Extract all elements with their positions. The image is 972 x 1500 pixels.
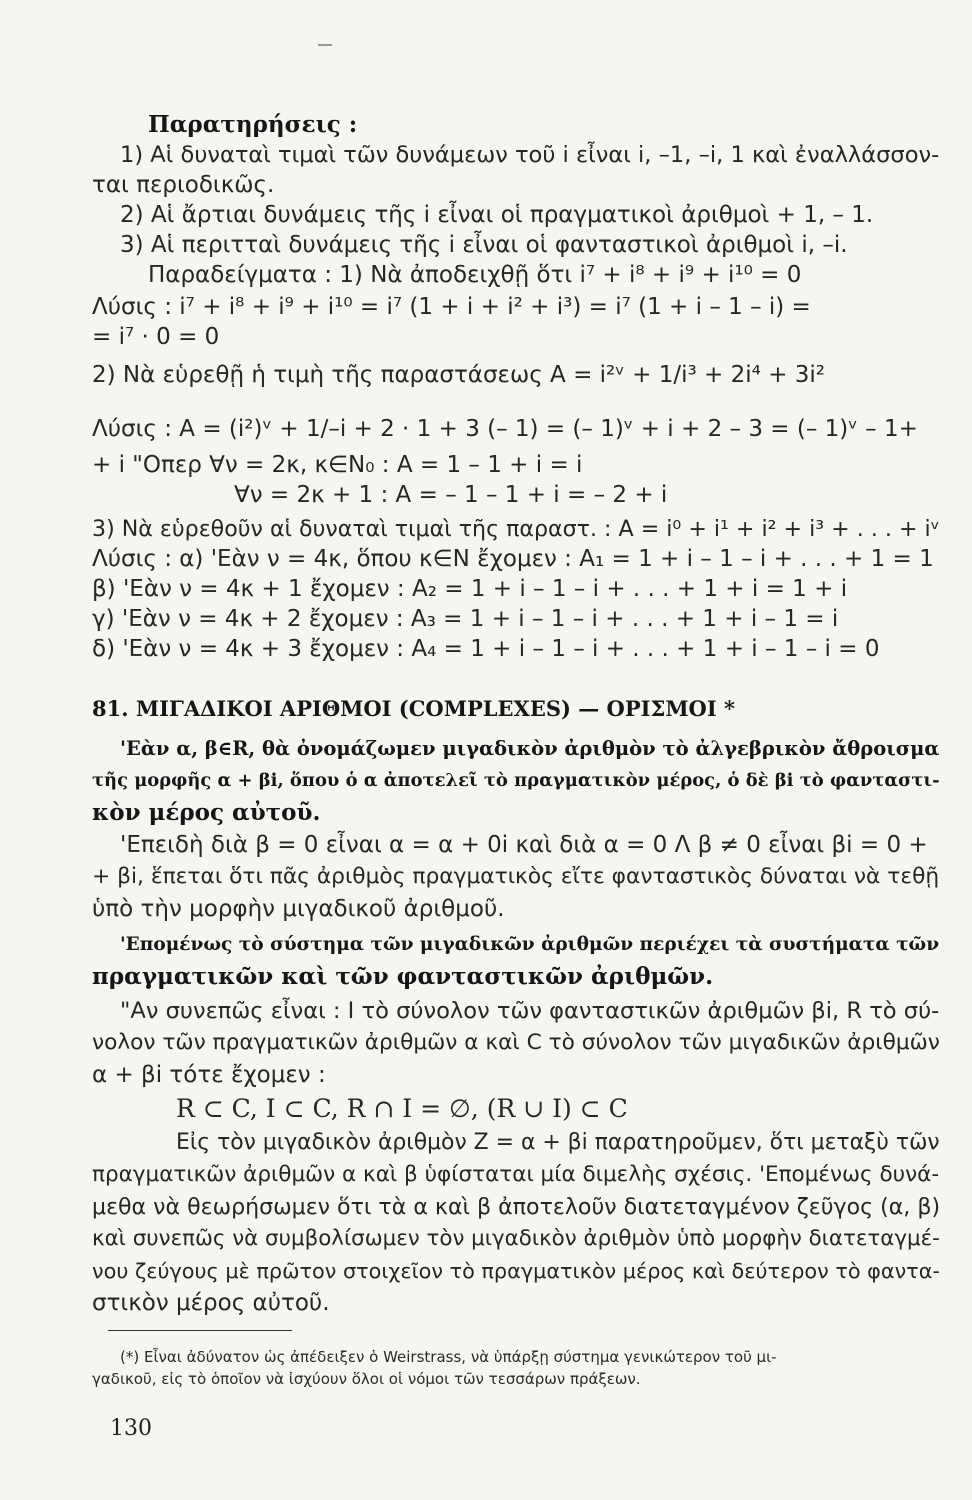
text-line: ται περιοδικῶς. [92,172,275,198]
text-line: "Αν συνεπῶς εἶναι : I τὸ σύνολον τῶν φανταστικῶν ἀριθμῶν βi, R τὸ σύ- [120,998,940,1024]
text-line: = i⁷ · 0 = 0 [92,324,220,350]
solution-line: Λύσις : α) 'Εὰν ν = 4κ, ὅπου κ∈N ἔχομεν : A₁ = 1 + i – 1 – i + . . . + 1 = 1 [92,546,934,572]
case-line: δ) 'Εὰν ν = 4κ + 3 ἔχομεν : A₄ = 1 + i – 1 – i + . . . + 1 + i – 1 – i = 0 [92,636,880,662]
example-3-line: 3) Νὰ εὑρεθοῦν αἱ δυναταὶ τιμαὶ τῆς παραστ. : A = i⁰ + i¹ + i² + i³ + . . . + iᵛ [92,516,940,542]
set-relations: R ⊂ C, I ⊂ C, R ∩ I = ∅, (R ∪ I) ⊂ C [176,1094,628,1123]
text-line: ∀ν = 2κ + 1 : A = – 1 – 1 + i = – 2 + i [234,482,668,508]
scan-mark [318,44,332,46]
text-line: 'Επειδὴ διὰ β = 0 εἶναι α = α + 0i καὶ διὰ α = 0 Λ β ≠ 0 εἶναι βi = 0 + [120,832,928,858]
text-line: 2) Αἱ ἄρτιαι δυνάμεις τῆς i εἶναι οἱ πραγματικοὶ ἀριθμοὶ + 1, – 1. [120,202,874,228]
text-line: α + βi τότε ἔχομεν : [92,1062,326,1088]
footnote-divider [108,1330,292,1331]
text-line: 3) Αἱ περιτταὶ δυνάμεις τῆς i εἶναι οἱ φανταστικοὶ ἀριθμοὶ i, –i. [120,232,848,258]
text-line: ὑπὸ τὴν μορφὴν μιγαδικοῦ ἀριθμοῦ. [92,896,505,922]
text-line: + βi, ἕπεται ὅτι πᾶς ἀριθμὸς πραγματικὸς εἴτε φανταστικὸς δύναται νὰ τεθῇ [92,864,940,889]
footnote-line: (*) Εἶναι ἀδύνατον ὡς ἀπέδειξεν ὁ Weirstrass, νὰ ὑπάρξῃ σύστημα γενικώτερον τοῦ μι- [120,1348,777,1366]
text-line: καὶ συνεπῶς νὰ συμβολίσωμεν τὸν μιγαδικὸν ἀριθμὸν ὑπὸ μορφὴν διατεταγμέ- [92,1226,940,1251]
emphasis-line: πραγματικῶν καὶ τῶν φανταστικῶν ἀριθμῶν. [92,963,714,990]
text-line: + i "Οπερ ∀ν = 2κ, κ∈N₀ : A = 1 – 1 + i = i [92,452,583,478]
example-2-line: 2) Νὰ εὑρεθῇ ἡ τιμὴ τῆς παραστάσεως A = i²ᵛ + 1/i³ + 2i⁴ + 3i² [92,362,826,388]
text-line: νολον τῶν πραγματικῶν ἀριθμῶν α καὶ C τὸ σύνολον τῶν μιγαδικῶν ἀριθμῶν [92,1030,940,1055]
emphasis-line: 'Επομένως τὸ σύστημα τῶν μιγαδικῶν ἀριθμῶν περιέχει τὰ συστήματα τῶν [120,934,940,955]
solution-line: Λύσις : A = (i²)ᵛ + 1/–i + 2 · 1 + 3 (– 1) = (– 1)ᵛ + i + 2 – 3 = (– 1)ᵛ – 1+ [92,416,918,442]
text-line: στικὸν μέρος αὐτοῦ. [92,1290,330,1316]
definition-line: τῆς μορφῆς α + βi, ὅπου ὁ α ἀποτελεῖ τὸ πραγματικὸν μέρος, ὁ δὲ βi τὸ φανταστι- [92,770,940,791]
case-line: β) 'Εὰν ν = 4κ + 1 ἔχομεν : A₂ = 1 + i – 1 – i + . . . + 1 + i = 1 + i [92,576,848,602]
remarks-heading: Παρατηρήσεις : [148,111,358,138]
text-line: πραγματικῶν ἀριθμῶν α καὶ β ὑφίσταται μία διμελὴς σχέσις. 'Επομένως δυνά- [92,1162,940,1187]
examples-line: Παραδείγματα : 1) Νὰ ἀποδειχθῇ ὅτι i⁷ + i⁸ + i⁹ + i¹⁰ = 0 [148,262,802,288]
footnote-line: γαδικοῦ, εἰς τὸ ὁποῖον νὰ ἰσχύουν ὅλοι οἱ νόμοι τῶν τεσσάρων πράξεων. [92,1370,641,1388]
text-line: 1) Αἱ δυναταὶ τιμαὶ τῶν δυνάμεων τοῦ i εἶναι i, –1, –i, 1 καὶ ἐναλλάσσον- [120,142,940,168]
case-line: γ) 'Εὰν ν = 4κ + 2 ἔχομεν : A₃ = 1 + i – 1 – i + . . . + 1 + i – 1 = i [92,606,839,632]
definition-line: 'Εὰν α, β∈R, θὰ ὀνομάζωμεν μιγαδικὸν ἀριθμὸν τὸ ἀλγεβρικὸν ἄθροισμα [120,737,940,760]
definition-line: κὸν μέρος αὐτοῦ. [92,799,321,826]
text-line: μεθα νὰ θεωρήσωμεν ὅτι τὰ α καὶ β ἀποτελοῦν διατεταγμένον ζεῦγος (α, β) [92,1194,941,1220]
text-line: νου ζεύγους μὲ πρῶτον στοιχεῖον τὸ πραγματικὸν μέρος καὶ δεύτερον τὸ φαντα- [92,1259,940,1283]
solution-line: Λύσις : i⁷ + i⁸ + i⁹ + i¹⁰ = i⁷ (1 + i + i² + i³) = i⁷ (1 + i – 1 – i) = [92,294,811,320]
page-number: 130 [110,1416,152,1441]
text-line: Εἰς τὸν μιγαδικὸν ἀριθμὸν Z = α + βi παρατηροῦμεν, ὅτι μεταξὺ τῶν [176,1130,940,1155]
section-heading: 81. ΜΙΓΑΔΙΚΟΙ ΑΡΙΘΜΟΙ (COMPLEXES) — ΟΡΙΣΜΟΙ * [92,696,735,721]
